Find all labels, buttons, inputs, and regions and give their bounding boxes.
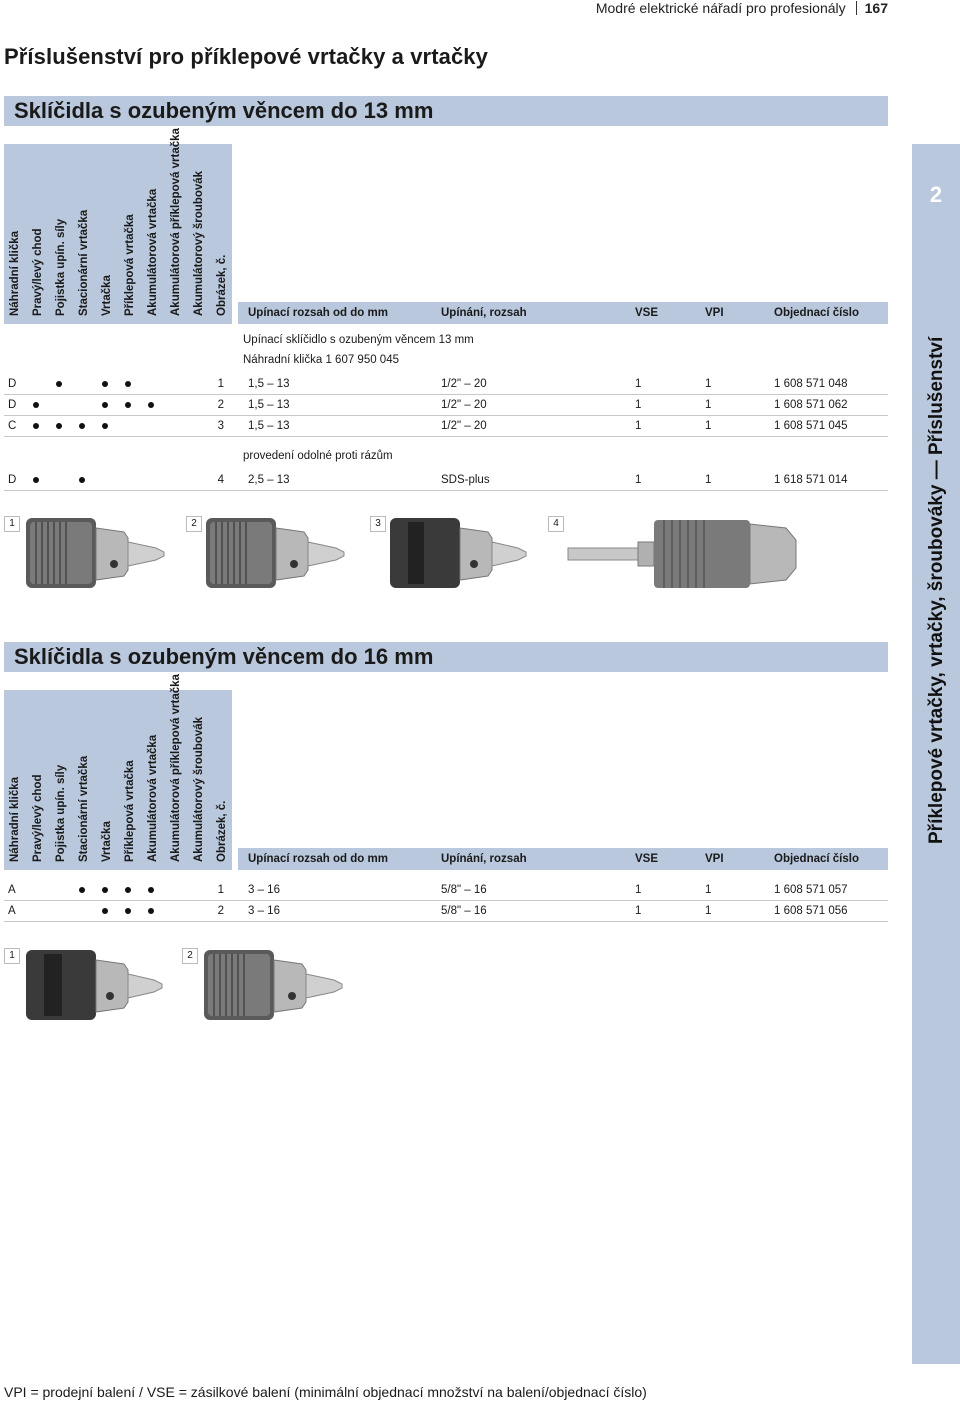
table-row — [4, 374, 888, 395]
order-number: 1 608 571 056 — [774, 905, 848, 917]
section1-figures — [4, 514, 884, 604]
feature-dot — [102, 887, 108, 893]
vpi-value: 1 — [705, 399, 712, 411]
feature-dot — [125, 887, 131, 893]
mount-range: 1/2" – 20 — [441, 399, 487, 411]
clamping-range: 3 – 16 — [248, 905, 280, 917]
key-code: A — [8, 884, 16, 896]
vpi-value: 1 — [705, 474, 712, 486]
th-order: Objednací číslo — [774, 307, 859, 319]
clamping-range: 1,5 – 13 — [248, 420, 290, 432]
mount-range: SDS-plus — [441, 474, 490, 486]
feature-dot — [125, 908, 131, 914]
order-number: 1 608 571 062 — [774, 399, 848, 411]
column-header: Náhradní klička — [9, 776, 21, 862]
feature-dot — [79, 423, 85, 429]
clamping-range: 2,5 – 13 — [248, 474, 290, 486]
section1-title: Sklíčidla s ozubeným věncem do 13 mm — [4, 96, 888, 126]
column-header: Pojistka upín. síly — [55, 218, 67, 316]
vpi-value: 1 — [705, 378, 712, 390]
feature-dot — [148, 908, 154, 914]
feature-dot — [33, 477, 39, 483]
feature-dot — [56, 381, 62, 387]
column-header: Obrázek, č. — [216, 800, 228, 862]
chapter-title: Příklepové vrtačky, vrtačky, šroubováky — Příslušenství — [926, 336, 947, 844]
feature-dot — [102, 908, 108, 914]
section2-title: Sklíčidla s ozubeným věncem do 16 mm — [4, 642, 888, 672]
section1-note-chuck: Upínací sklíčidlo s ozubeným věncem 13 mm — [243, 334, 474, 346]
feature-dot — [56, 423, 62, 429]
section1-table-header — [238, 302, 888, 324]
th-mount: Upínání, rozsah — [441, 853, 527, 865]
mount-range: 1/2" – 20 — [441, 378, 487, 390]
figure-label: 1 — [4, 516, 20, 532]
figure-label: 2 — [182, 948, 198, 964]
column-header: Akumulátorová vrtačka — [147, 188, 159, 316]
column-header: Stacionární vrtačka — [78, 209, 90, 316]
column-header: Pravý/levý chod — [32, 774, 44, 862]
th-vse: VSE — [635, 853, 659, 865]
th-vpi: VPI — [705, 853, 724, 865]
chapter-sidebar — [912, 144, 960, 1364]
table-row — [4, 395, 888, 416]
keyed-chuck-image — [204, 514, 354, 594]
feature-dot — [125, 402, 131, 408]
table-row — [4, 880, 888, 901]
page-number: 167 — [864, 0, 888, 16]
figure-number: 2 — [217, 905, 224, 917]
table-row — [4, 416, 888, 437]
table-row — [4, 470, 888, 491]
column-header: Stacionární vrtačka — [78, 755, 90, 862]
keyed-chuck-image — [24, 514, 174, 594]
keyed-chuck-image — [202, 946, 352, 1026]
feature-dot — [102, 381, 108, 387]
order-number: 1 608 571 057 — [774, 884, 848, 896]
figure-number: 3 — [217, 420, 224, 432]
clamping-range: 3 – 16 — [248, 884, 280, 896]
vse-value: 1 — [635, 905, 642, 917]
order-number: 1 608 571 048 — [774, 378, 848, 390]
column-header: Akumulátorový šroubovák — [193, 170, 205, 316]
keyed-chuck-image — [24, 946, 174, 1026]
column-header: Vrtačka — [101, 821, 113, 862]
vpi-value: 1 — [705, 884, 712, 896]
feature-dot — [148, 887, 154, 893]
column-header: Akumulátorová příklepová vrtačka — [170, 128, 182, 316]
section2-figures — [4, 946, 404, 1036]
feature-dot — [33, 423, 39, 429]
keyed-chuck-image — [388, 514, 538, 594]
th-vpi: VPI — [705, 307, 724, 319]
figure-number: 1 — [217, 378, 224, 390]
section1-column-headers — [4, 128, 232, 324]
mount-range: 1/2" – 20 — [441, 420, 487, 432]
series-title: Modré elektrické nářadí pro profesionály — [595, 0, 846, 16]
sds-chuck-image — [564, 514, 804, 594]
feature-dot — [79, 887, 85, 893]
feature-dot — [102, 423, 108, 429]
figure-label: 3 — [370, 516, 386, 532]
section2-column-headers — [4, 674, 232, 870]
section1-note-impact: provedení odolné proti rázům — [243, 450, 393, 462]
column-header: Pravý/levý chod — [32, 228, 44, 316]
order-number: 1 608 571 045 — [774, 420, 848, 432]
column-header: Akumulátorová příklepová vrtačka — [170, 674, 182, 862]
order-number: 1 618 571 014 — [774, 474, 848, 486]
feature-dot — [79, 477, 85, 483]
section2-table-header — [238, 848, 888, 870]
table-row — [4, 901, 888, 922]
key-code: C — [8, 420, 17, 432]
mount-range: 5/8" – 16 — [441, 884, 487, 896]
key-code: D — [8, 474, 17, 486]
figure-label: 4 — [548, 516, 564, 532]
mount-range: 5/8" – 16 — [441, 905, 487, 917]
feature-dot — [33, 402, 39, 408]
figure-number: 1 — [217, 884, 224, 896]
figure-label: 2 — [186, 516, 202, 532]
column-header: Obrázek, č. — [216, 254, 228, 316]
key-code: D — [8, 378, 17, 390]
key-code: A — [8, 905, 16, 917]
section1-note-key: Náhradní klička 1 607 950 045 — [243, 354, 399, 366]
column-header: Náhradní klička — [9, 230, 21, 316]
column-header: Vrtačka — [101, 275, 113, 316]
clamping-range: 1,5 – 13 — [248, 399, 290, 411]
page-title: Příslušenství pro příklepové vrtačky a vrtačky — [4, 44, 488, 69]
page-header — [596, 0, 888, 16]
figure-number: 4 — [217, 474, 224, 486]
feature-dot — [125, 381, 131, 387]
th-mount: Upínání, rozsah — [441, 307, 527, 319]
vpi-value: 1 — [705, 905, 712, 917]
th-range: Upínací rozsah od do mm — [248, 307, 388, 319]
th-range: Upínací rozsah od do mm — [248, 853, 388, 865]
footer-note: VPI = prodejní balení / VSE = zásilkové balení (minimální objednací množství na balení/objednací číslo) — [4, 1384, 647, 1400]
feature-dot — [148, 402, 154, 408]
column-header: Příklepová vrtačka — [124, 214, 136, 316]
vse-value: 1 — [635, 420, 642, 432]
chapter-number: 2 — [929, 182, 943, 207]
key-code: D — [8, 399, 17, 411]
feature-dot — [102, 402, 108, 408]
column-header: Příklepová vrtačka — [124, 760, 136, 862]
column-header: Pojistka upín. síly — [55, 764, 67, 862]
figure-number: 2 — [217, 399, 224, 411]
vse-value: 1 — [635, 378, 642, 390]
th-vse: VSE — [635, 307, 659, 319]
vse-value: 1 — [635, 399, 642, 411]
clamping-range: 1,5 – 13 — [248, 378, 290, 390]
vse-value: 1 — [635, 474, 642, 486]
vpi-value: 1 — [705, 420, 712, 432]
column-header: Akumulátorová vrtačka — [147, 734, 159, 862]
th-order: Objednací číslo — [774, 853, 859, 865]
figure-label: 1 — [4, 948, 20, 964]
column-header: Akumulátorový šroubovák — [193, 716, 205, 862]
vse-value: 1 — [635, 884, 642, 896]
